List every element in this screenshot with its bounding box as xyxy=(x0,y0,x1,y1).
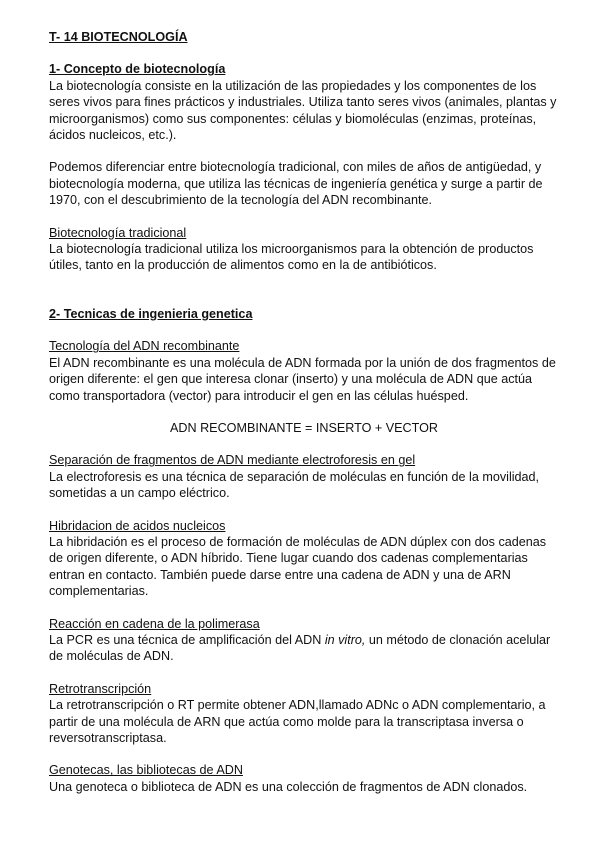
pcr-text-start: La PCR es una técnica de amplificación del ADN xyxy=(49,632,325,647)
subheading-adn-recombinante: Tecnología del ADN recombinante xyxy=(49,339,240,354)
paragraph-hibridacion: La hibridación es el proceso de formación de moléculas de ADN dúplex con dos cadenas de origen diferente, o ADN híbrido. Tiene lugar cuando dos cadenas complementarias entran en contacto. También puede darse entre una cadena de ADN y una de ARN complementarias. xyxy=(49,534,547,599)
paragraph-retrotranscripcion: La retrotranscripción o RT permite obtener ADN,llamado ADNc o ADN complementario, a partir de una molécula de ARN que actúa como molde para la transcriptasa inversa o reversotranscriptasa. xyxy=(49,698,546,745)
subheading-pcr: Reacción en cadena de la polimerasa xyxy=(49,616,260,631)
paragraph-concepto-2: Podemos diferenciar entre biotecnología tradicional, con miles de años de antigüedad, y biotecnología moderna, que utiliza las técnicas de ingeniería genética y surge a partir de 1970, con el descubrimiento de la tecnología del ADN recombinante. xyxy=(49,160,543,208)
paragraph-biotecnologia-tradicional: La biotecnología tradicional utiliza los microorganismos para la obtención de productos útiles, tanto en la producción de alimentos como en la de antibióticos. xyxy=(49,242,534,273)
section-heading-tecnicas: 2- Tecnicas de ingenieria genetica xyxy=(49,306,253,321)
paragraph-electroforesis: La electroforesis es una técnica de separación de moléculas en función de la movilidad, sometidas a un campo eléctrico. xyxy=(49,469,540,501)
subheading-retrotranscripcion: Retrotranscripción xyxy=(49,681,152,696)
paragraph-genotecas: Una genoteca o biblioteca de ADN es una colección de fragmentos de ADN clonados. xyxy=(49,779,528,794)
subheading-genotecas: Genotecas, las bibliotecas de ADN xyxy=(49,763,243,778)
paragraph-adn-recombinante: El ADN recombinante es una molécula de ADN formada por la unión de dos fragmentos de origen diferente: el gen que interesa clonar (inserto) y una molécula de ADN que actúa como transportadora (vector) para introducir el gen en las células huésped. xyxy=(49,355,556,403)
page-title: T- 14 BIOTECNOLOGÍA xyxy=(49,30,188,44)
section-heading-concepto: 1- Concepto de biotecnología xyxy=(49,62,226,77)
document-page xyxy=(49,29,559,795)
pcr-in-vitro: in vitro, xyxy=(324,632,366,647)
subheading-electroforesis: Separación de fragmentos de ADN mediante electroforesis en gel xyxy=(49,453,416,468)
pcr-text-end: un método de clonación acelular de moléculas de ADN. xyxy=(49,632,551,664)
paragraph-pcr xyxy=(49,632,559,665)
subheading-hibridacion: Hibridacion de acidos nucleicos xyxy=(49,518,226,533)
paragraph-concepto-1: La biotecnología consiste en la utilización de las propiedades y los componentes de los seres vivos para fines prácticos y industriales. Utiliza tanto seres vivos (animales, plantas y microorganismos) como sus componentes: células y biomoléculas (enzimas, proteínas, ácidos nucleicos, etc.). xyxy=(49,78,557,143)
formula-adn-recombinante: ADN RECOMBINANTE = INSERTO + VECTOR xyxy=(169,420,439,435)
subheading-biotecnologia-tradicional: Biotecnología tradicional xyxy=(49,225,187,240)
